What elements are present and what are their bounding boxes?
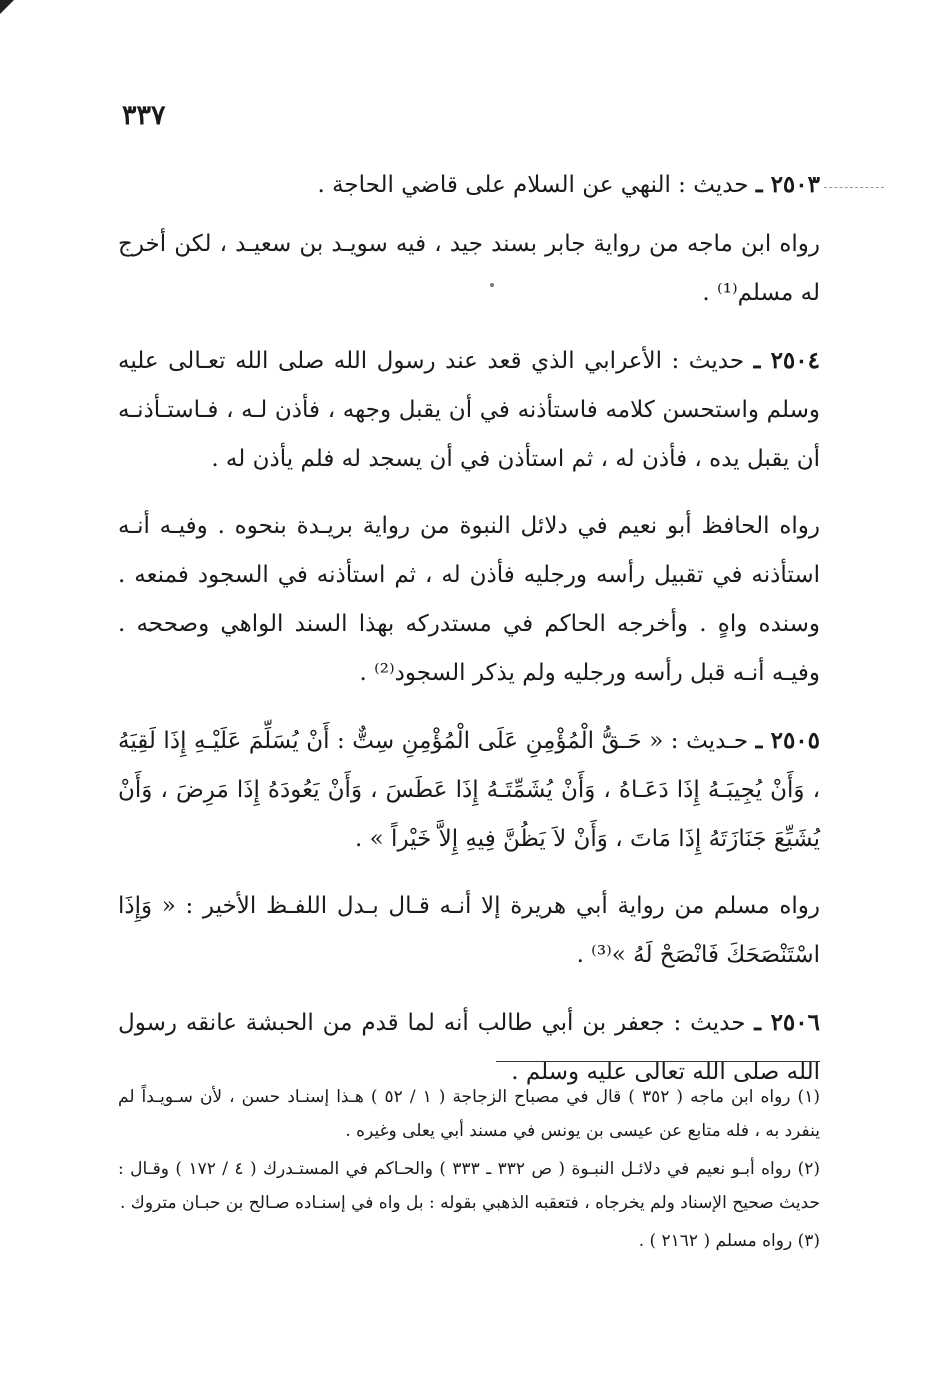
hadith-number: ٢٥٠٤ ـ xyxy=(753,347,820,374)
hadith-2504 xyxy=(118,336,820,484)
footnote-1: (١) رواه ابن ماجه ( ٣٥٢ ) قال في مصباح الزجاجة ( ١ / ٥٢ ) هـذا إسنـاد حسن ، لأن سـويـداً لم ينفرد به ، فله متابع عن عيسى بن يونس في مسند أبي يعلى وغيره . xyxy=(118,1087,820,1141)
main-text xyxy=(118,160,820,1115)
hadith-2505 xyxy=(118,716,820,864)
commentary-2503 xyxy=(118,220,820,318)
hadith-number: ٢٥٠٣ ـ xyxy=(755,171,820,198)
hadith-number: ٢٥٠٦ ـ xyxy=(754,1009,820,1036)
hadith-text: حديث : النهي عن السلام على قاضي الحاجة . xyxy=(317,172,756,198)
commentary-2504 xyxy=(118,502,820,698)
margin-dash xyxy=(824,187,884,188)
commentary-text: رواه الحافظ أبو نعيم في دلائل النبوة من رواية بريـدة بنحوه . وفيـه أنـه استأذنه في تقبيل رأسه ورجليه فأذن له ، ثم استأذنه في السجود فمنعه . وسنده واهٍ . وأخرجه الحاكم في مستدركه بهذا السند الواهي وصححه . وفيـه أنـه قبل رأسه ورجليه ولم يذكر السجود⁽²⁾ . xyxy=(118,513,820,686)
page-number: ٣٣٧ xyxy=(122,100,166,131)
hadith-text: حديث : جعفر بن أبي طالب أنه لما قدم من الحبشة عانقه رسول الله صلى الله تعالى عليه وسلم . xyxy=(118,1010,820,1085)
hadith-text: حـديث : « حَـقُّ الْمُؤْمِنِ عَلَى الْمُؤْمِنِ سِتٌّ : أَنْ يُسَلِّمَ عَلَيْـهِ إِذَا لَقِيَهُ ، وَأَنْ يُجِيبَـهُ إِذَا دَعَـاهُ ، وَأَنْ يُشَمِّتَـهُ إِذَا عَطَسَ ، وَأَنْ يَعُودَهُ إِذَا مَرِضَ ، وَأَنْ يُشَيِّعَ جَنَازَتَهُ إِذَا مَاتَ ، وَأَنْ لاَ يَظُنَّ فِيهِ إِلاَّ خَيْراً » . xyxy=(118,728,820,852)
commentary-text: رواه ابن ماجه من رواية جابر بسند جيد ، فيه سويـد بن سعيـد ، لكن أخرج له مسلم⁽¹⁾ . xyxy=(118,231,820,306)
commentary-text: رواه مسلم من رواية أبي هريرة إلا أنـه قـال بـدل اللفـظ الأخير : « وَإِذَا اسْتَنْصَحَكَ فَانْصَحْ لَهُ »⁽³⁾ . xyxy=(118,893,820,968)
footnotes xyxy=(118,1080,820,1262)
footnote-separator xyxy=(496,1061,820,1062)
hadith-number: ٢٥٠٥ ـ xyxy=(755,727,821,754)
commentary-2505 xyxy=(118,882,820,980)
footnote-3: (٣) رواه مسلم ( ٢١٦٢ ) . xyxy=(638,1231,820,1251)
hadith-text: حديث : الأعرابي الذي قعد عند رسول الله صلى الله تعـالى عليه وسلم واستحسن كلامه فاستأذنه في أن يقبل وجهه ، فأذن لـه ، فـاستـأذنـه أن يقبل يده ، فأذن له ، ثم استأذن في أن يسجد له فلم يأذن له . xyxy=(118,348,820,472)
hadith-2503 xyxy=(118,160,820,210)
footnote-2: (٢) رواه أبـو نعيم في دلائـل النبـوة ( ص ٣٣٢ ـ ٣٣٣ ) والحـاكم في المستـدرك ( ٤ / ١٧٢ ) وقـال : حديث صحيح الإسناد ولم يخرجاه ، فتعقبه الذهبي بقوله : بل واه في إسنـاده صـالح بن حبـان متروك . xyxy=(118,1159,820,1213)
corner-mark xyxy=(0,0,14,14)
